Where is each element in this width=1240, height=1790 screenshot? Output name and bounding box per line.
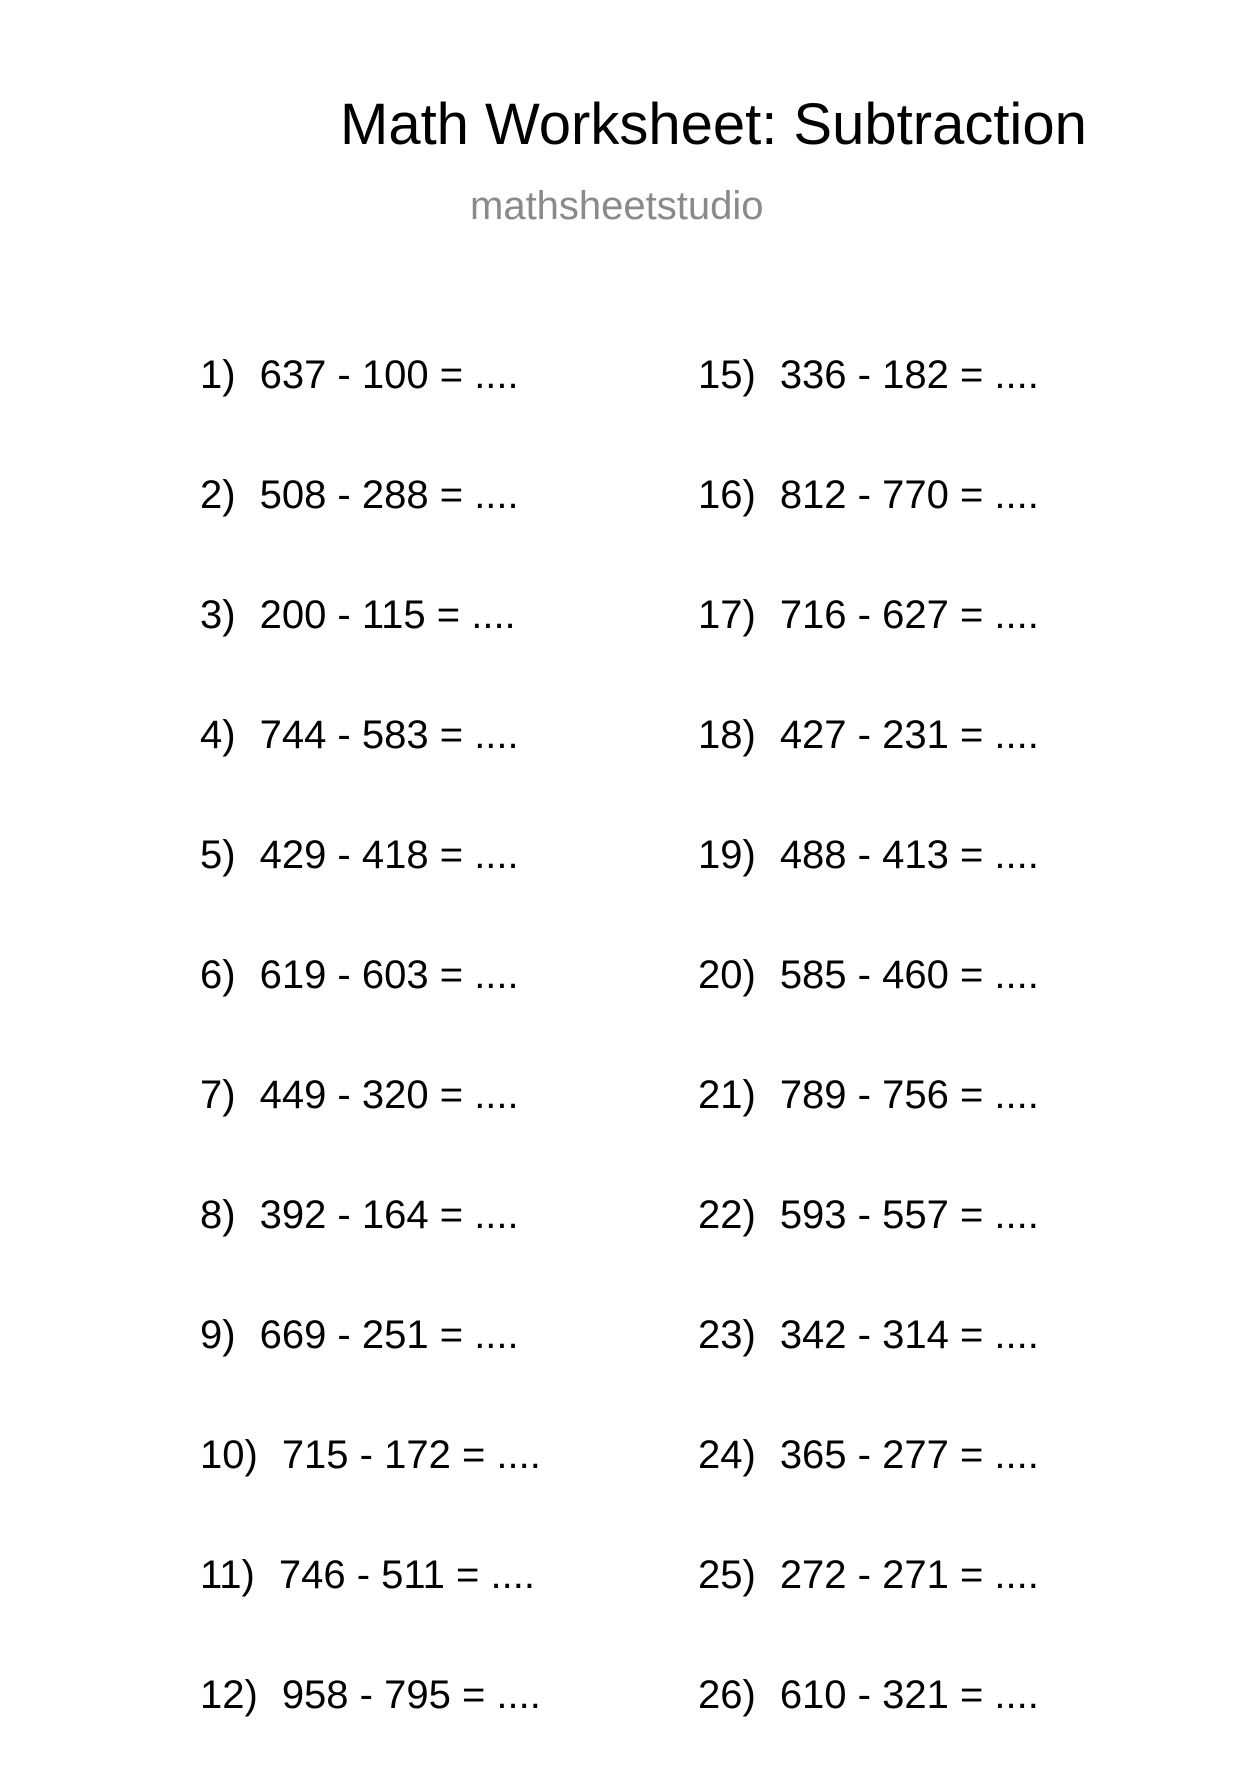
problem-item — [200, 350, 680, 470]
problem-expression: 669 - 251 = .... — [259, 1313, 519, 1357]
problem-expression: 342 - 314 = .... — [779, 1313, 1039, 1357]
problem-item — [200, 950, 680, 1070]
problem-number: 10) — [200, 1433, 258, 1477]
problem-expression: 365 - 277 = .... — [779, 1433, 1039, 1477]
problem-number: 12) — [200, 1673, 258, 1717]
problem-item — [200, 830, 680, 950]
problem-item — [200, 710, 680, 830]
problem-number: 26) — [698, 1673, 756, 1717]
problem-expression: 716 - 627 = .... — [779, 593, 1039, 637]
problem-item — [698, 1070, 1178, 1190]
problem-expression: 789 - 756 = .... — [779, 1073, 1039, 1117]
problem-expression: 744 - 583 = .... — [259, 713, 519, 757]
problem-expression: 593 - 557 = .... — [779, 1193, 1039, 1237]
problem-number: 25) — [698, 1553, 756, 1597]
problem-item — [698, 1670, 1178, 1790]
problem-expression: 508 - 288 = .... — [259, 473, 519, 517]
problem-expression: 429 - 418 = .... — [259, 833, 519, 877]
problem-column-right — [698, 350, 1178, 1790]
problem-number: 21) — [698, 1073, 756, 1117]
problem-item — [698, 1550, 1178, 1670]
problem-expression: 715 - 172 = .... — [281, 1433, 541, 1477]
problem-item — [698, 350, 1178, 470]
problem-item — [698, 950, 1178, 1070]
problem-item — [200, 1670, 680, 1790]
problem-expression: 272 - 271 = .... — [779, 1553, 1039, 1597]
problem-item — [698, 710, 1178, 830]
problem-number: 5) — [200, 833, 236, 877]
problem-expression: 610 - 321 = .... — [779, 1673, 1039, 1717]
problem-item — [200, 1190, 680, 1310]
problem-expression: 746 - 511 = .... — [278, 1553, 535, 1597]
problem-number: 11) — [200, 1553, 255, 1597]
problem-number: 6) — [200, 953, 236, 997]
problem-number: 23) — [698, 1313, 756, 1357]
problem-item — [200, 1310, 680, 1430]
problem-expression: 637 - 100 = .... — [259, 353, 519, 397]
page-subtitle: mathsheetstudio — [470, 184, 764, 228]
problem-item — [698, 470, 1178, 590]
problem-number: 17) — [698, 593, 756, 637]
problem-item — [200, 1070, 680, 1190]
problem-number: 24) — [698, 1433, 756, 1477]
problem-number: 16) — [698, 473, 756, 517]
problem-expression: 958 - 795 = .... — [281, 1673, 541, 1717]
problem-number: 4) — [200, 713, 236, 757]
page-title: Math Worksheet: Subtraction — [340, 92, 1087, 157]
problem-expression: 336 - 182 = .... — [779, 353, 1039, 397]
problem-number: 19) — [698, 833, 756, 877]
problem-item — [698, 1430, 1178, 1550]
problem-number: 1) — [200, 353, 236, 397]
problem-item — [200, 1550, 680, 1670]
problem-number: 3) — [200, 593, 236, 637]
problem-number: 8) — [200, 1193, 236, 1237]
problem-item — [698, 830, 1178, 950]
problem-expression: 200 - 115 = .... — [259, 593, 516, 637]
problem-item — [200, 1430, 680, 1550]
problem-expression: 619 - 603 = .... — [259, 953, 519, 997]
problem-expression: 488 - 413 = .... — [779, 833, 1039, 877]
problem-number: 22) — [698, 1193, 756, 1237]
problem-item — [698, 1190, 1178, 1310]
problem-expression: 449 - 320 = .... — [259, 1073, 519, 1117]
problem-item — [698, 590, 1178, 710]
problem-number: 18) — [698, 713, 756, 757]
problem-number: 2) — [200, 473, 236, 517]
problem-item — [200, 470, 680, 590]
problem-number: 7) — [200, 1073, 236, 1117]
problem-item — [698, 1310, 1178, 1430]
problem-item — [200, 590, 680, 710]
problem-expression: 427 - 231 = .... — [779, 713, 1039, 757]
problem-number: 9) — [200, 1313, 236, 1357]
problem-column-left — [200, 350, 680, 1790]
problem-number: 20) — [698, 953, 756, 997]
problem-expression: 812 - 770 = .... — [779, 473, 1039, 517]
problem-expression: 585 - 460 = .... — [779, 953, 1039, 997]
problem-expression: 392 - 164 = .... — [259, 1193, 519, 1237]
problem-number: 15) — [698, 353, 756, 397]
